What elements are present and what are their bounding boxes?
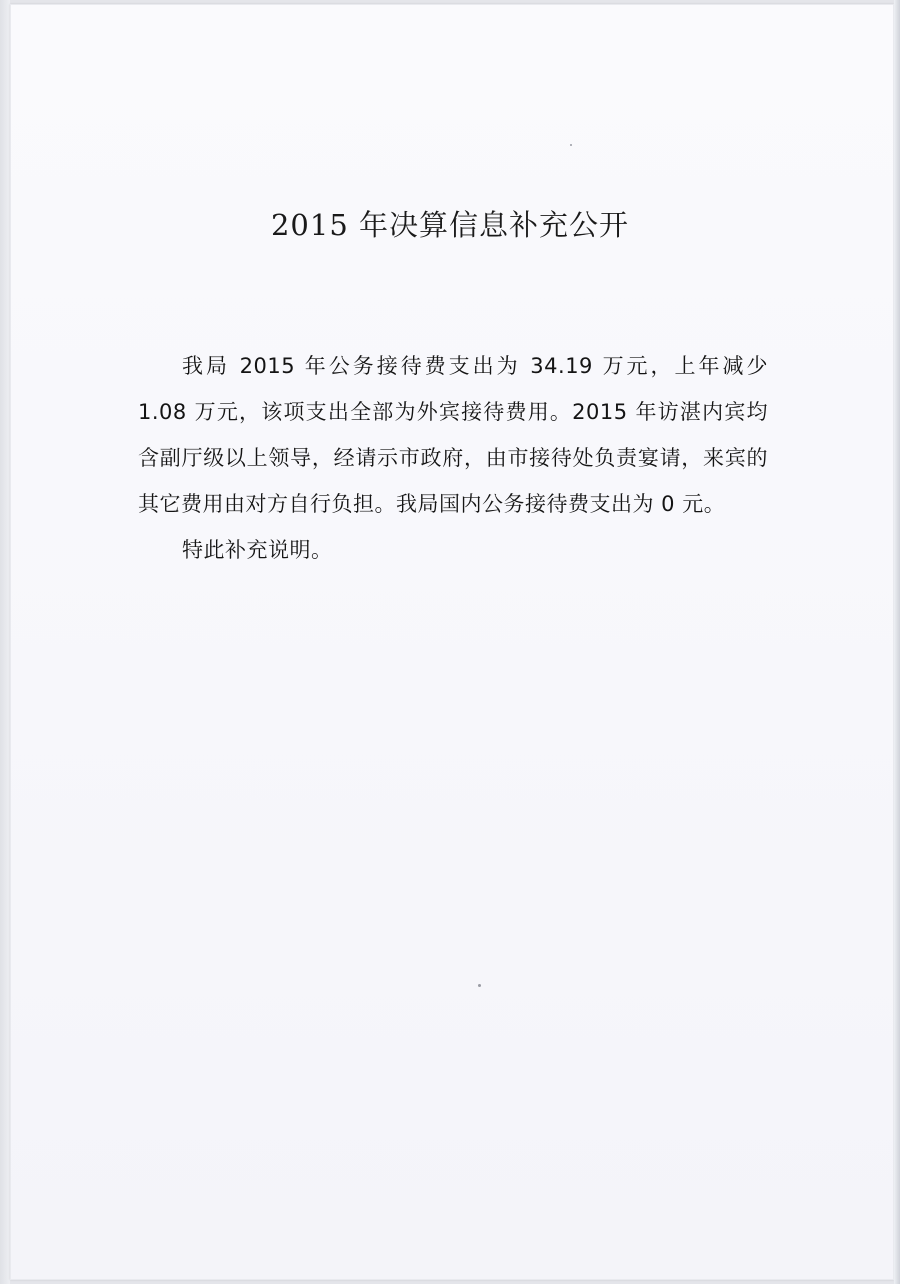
paper-sheet bbox=[10, 4, 894, 1280]
paper-speck bbox=[570, 144, 572, 146]
document-title: 2015 年决算信息补充公开 bbox=[270, 208, 630, 242]
body-paragraph-closing: 特此补充说明。 bbox=[182, 538, 333, 562]
scan-right-edge bbox=[894, 0, 900, 1284]
paper-speck bbox=[478, 984, 481, 987]
document-body bbox=[138, 343, 768, 573]
scan-left-edge bbox=[0, 0, 10, 1284]
body-paragraph-main: 我局 2015 年公务接待费支出为 34.19 万元，上年减少 1.08 万元，该项支出全部为外宾接待费用。2015 年访湛内宾均含副厅级以上领导，经请示市政府，由市接待处负责宴请，来宾的其它费用由对方自行负担。我局国内公务接待费支出为 0 元。 bbox=[138, 354, 768, 516]
